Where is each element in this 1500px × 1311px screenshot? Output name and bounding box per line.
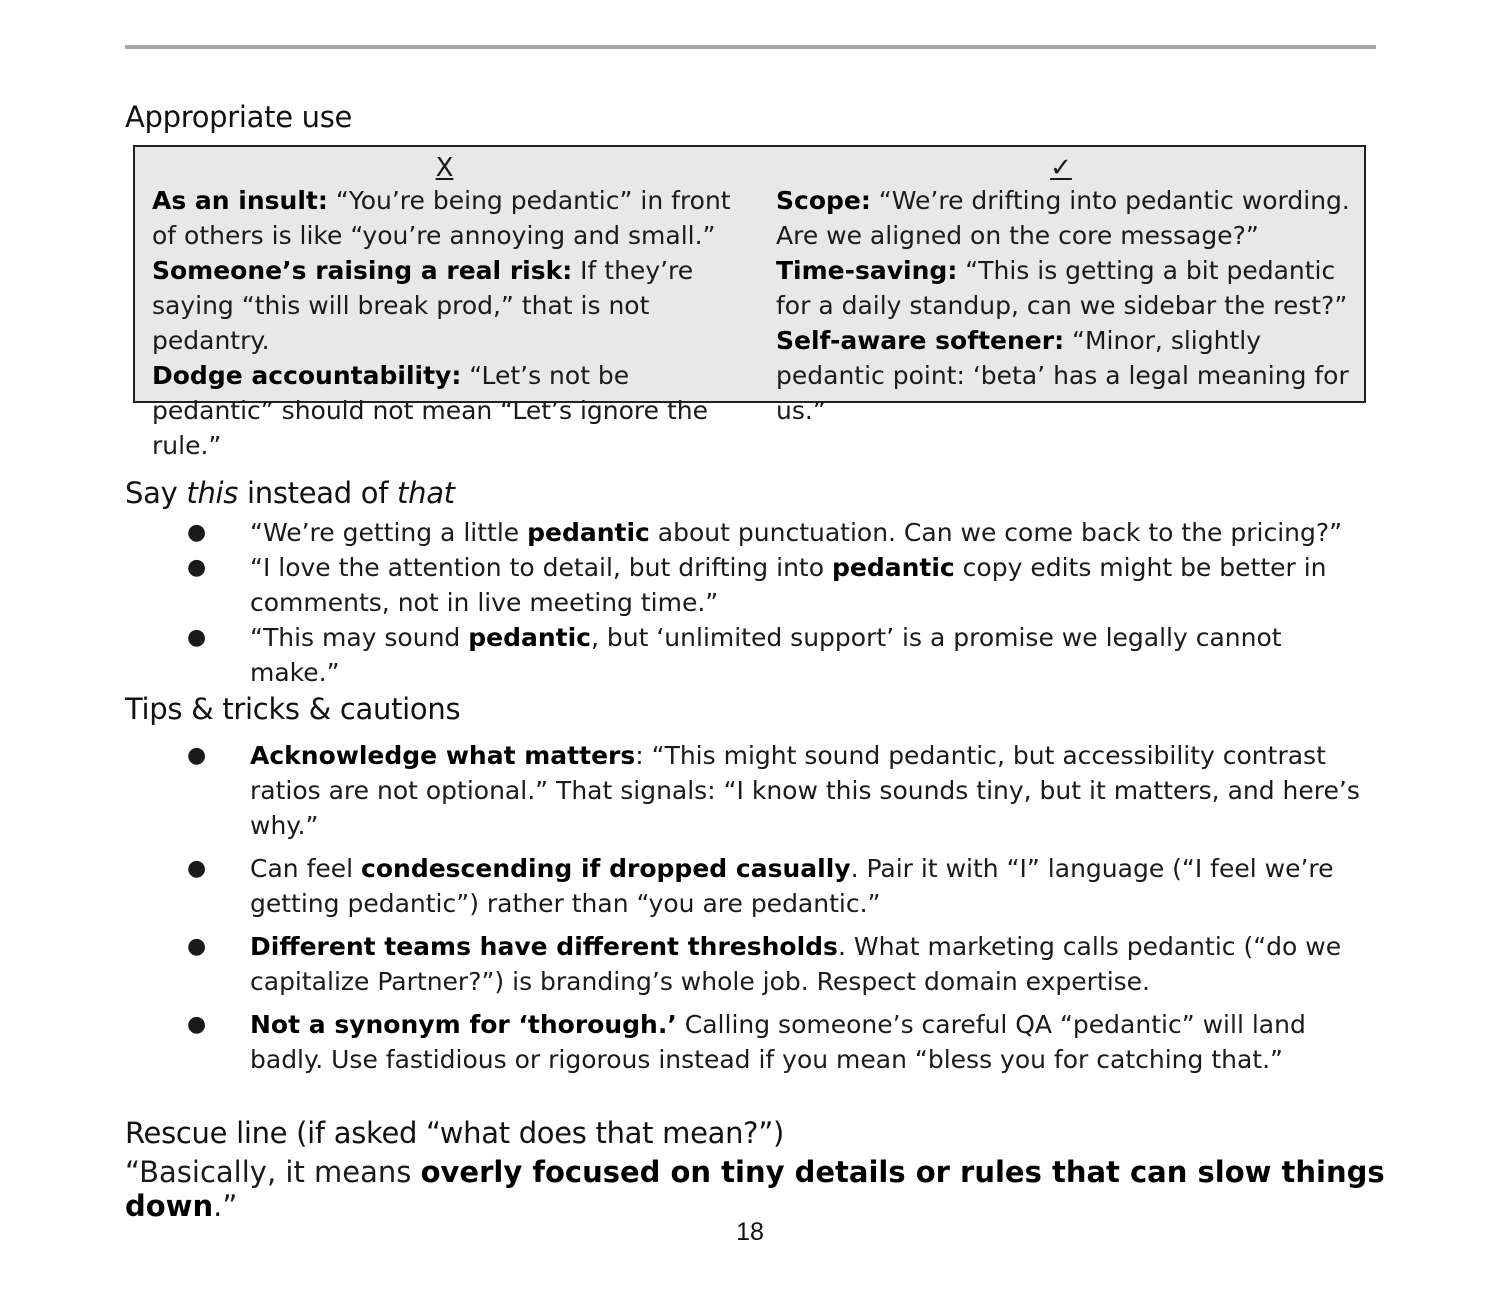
list-item: ● Not a synonym for ‘thorough.’ Calling someone’s careful QA “pedantic” will land badly. Use fastidious or rigorous instead if you mean “bless you for catching that.” [125,1007,1360,1077]
top-rule [125,45,1376,49]
dont-item: Dodge accountability: “Let’s not be pedantic” should not mean “Let’s ignore the rule.” [152,361,708,460]
bullet-icon: ● [187,625,207,650]
bullet-icon: ● [187,555,207,580]
do-column [776,147,1356,428]
tips-list [125,738,1360,1085]
bullet-icon: ● [187,520,207,545]
list-item: ● “We’re getting a little pedantic about punctuation. Can we come back to the pricing?” [125,515,1360,550]
list-item: ● Acknowledge what matters: “This might sound pedantic, but accessibility contrast ratios are not optional.” That signals: “I know this sounds tiny, but it matters, and here’s why.” [125,738,1360,843]
heading-tips: Tips & tricks & cautions [125,692,461,726]
appropriate-use-table [133,145,1366,460]
x-mark-icon: X [435,153,454,183]
bullet-icon: ● [187,934,207,959]
list-item: ● Can feel condescending if dropped casually. Pair it with “I” language (“I feel we’re getting pedantic”) rather than “you are pedantic.” [125,851,1360,921]
list-item: ● “I love the attention to detail, but drifting into pedantic copy edits might be better in comments, not in live meeting time.” [125,550,1360,620]
dont-column [152,147,752,463]
do-item: Scope: “We’re drifting into pedantic wording. Are we aligned on the core message?” [776,186,1350,250]
rescue-line-text: “Basically, it means overly focused on tiny details or rules that can slow things down.” [125,1155,1385,1223]
bullet-icon: ● [187,1012,207,1037]
page-number: 18 [736,1218,764,1246]
heading-rescue-line: Rescue line (if asked “what does that mean?”) [125,1116,784,1150]
heading-appropriate-use: Appropriate use [125,100,353,134]
bullet-icon: ● [187,743,207,768]
dont-item: Someone’s raising a real risk: If they’re saying “this will break prod,” that is not pedantry. [152,256,694,355]
dont-item: As an insult: “You’re being pedantic” in front of others is like “you’re annoying and small.” [152,186,731,250]
list-item: ● “This may sound pedantic, but ‘unlimited support’ is a promise we legally cannot make.” [125,620,1360,690]
do-item: Time-saving: “This is getting a bit pedantic for a daily standup, can we sidebar the rest?” [776,256,1348,320]
list-item: ● Different teams have different thresholds. What marketing calls pedantic (“do we capitalize Partner?”) is branding’s whole job. Respect domain expertise. [125,929,1360,999]
checkmark-icon: ✓ [1050,153,1072,183]
bullet-icon: ● [187,856,207,881]
do-item: Self-aware softener: “Minor, slightly pedantic point: ‘beta’ has a legal meaning for us.” [776,326,1349,425]
heading-say-this: Say this instead of that [125,476,455,510]
say-this-list [125,515,1360,690]
